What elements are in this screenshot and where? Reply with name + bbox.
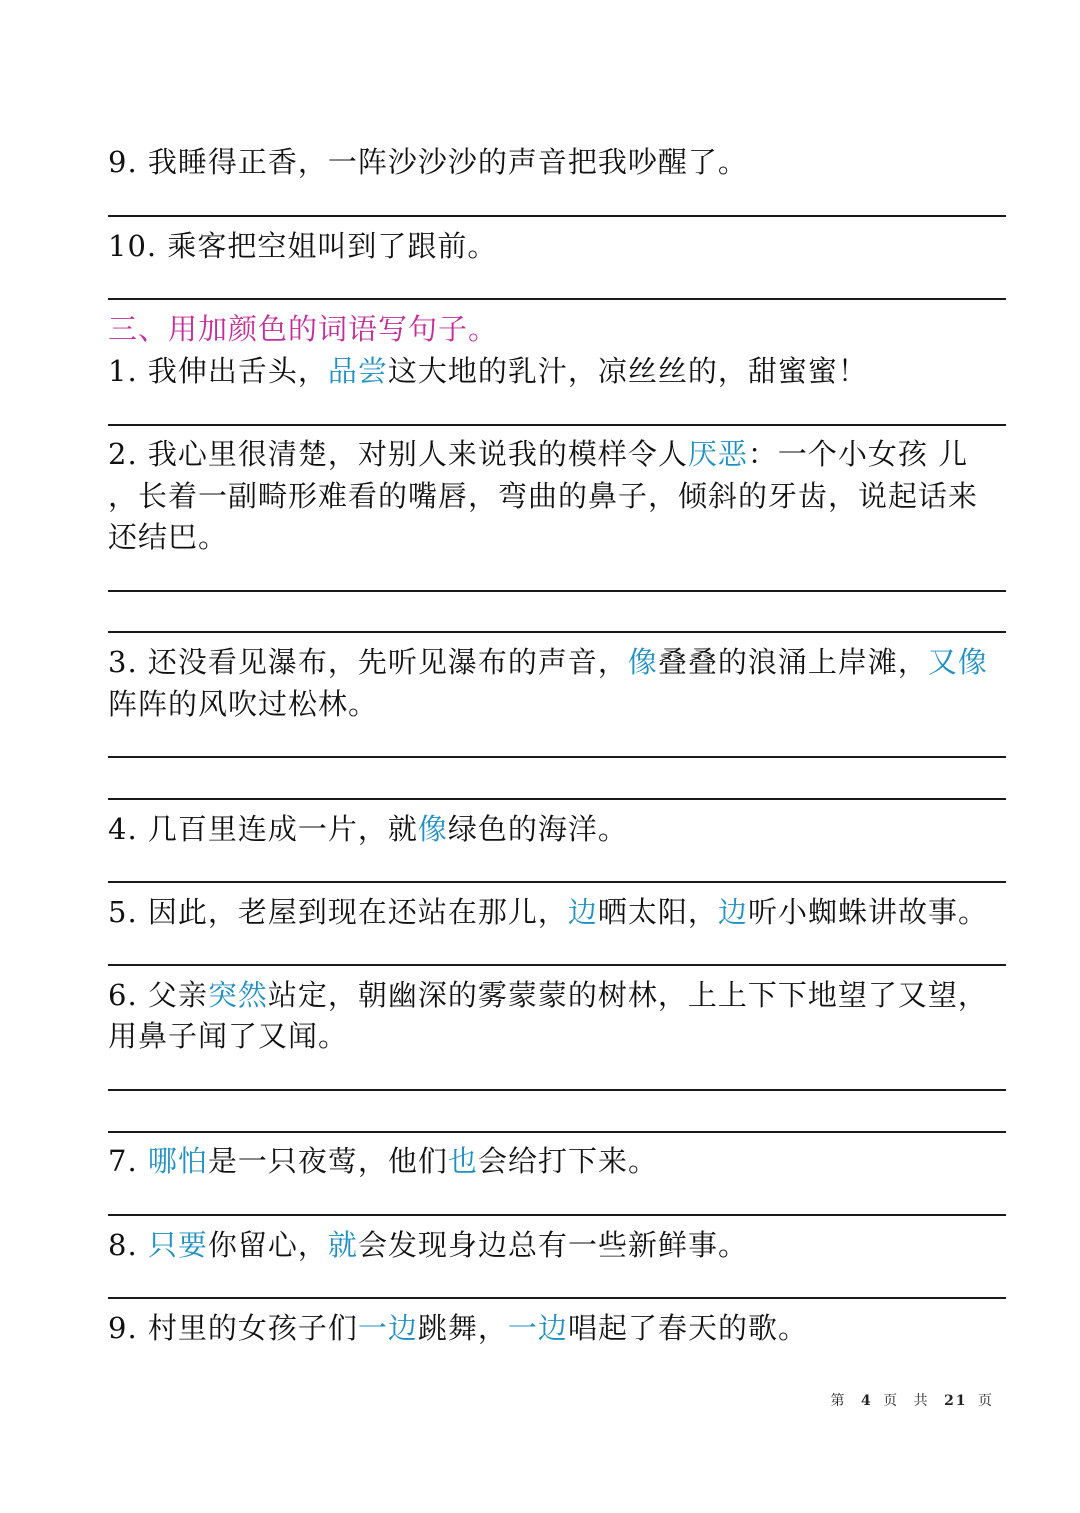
answer-line — [108, 298, 1006, 300]
sentence-text: 还结巴。 — [108, 520, 229, 554]
exercise-10-sentence — [108, 226, 1008, 266]
sentence-9 — [108, 1308, 1008, 1348]
sentence-text: 听小蜘蛛讲故事。 — [747, 895, 988, 929]
sentence-6-line-1 — [108, 975, 1008, 1015]
sentence-2-line-2 — [108, 476, 1008, 516]
highlighted-word: 一边 — [507, 1311, 568, 1345]
answer-line — [108, 1297, 1006, 1299]
highlighted-word: 也 — [447, 1144, 478, 1178]
sentence-text: 5. 因此，老屋到现在还站在那儿， — [108, 895, 568, 929]
answer-line — [108, 1214, 1006, 1216]
exercise-9-sentence — [108, 142, 1008, 182]
sentence-text: 6. 父亲 — [108, 978, 208, 1012]
highlighted-word: 又像 — [927, 645, 988, 679]
answer-line — [108, 590, 1006, 592]
sentence-8 — [108, 1225, 1008, 1265]
total-pages-number: 21 — [944, 1393, 968, 1409]
answer-line — [108, 1089, 1006, 1091]
sentence-text: 8. — [108, 1228, 148, 1262]
sentence-text: 用鼻子闻了又闻。 — [108, 1019, 349, 1053]
answer-line — [108, 756, 1006, 758]
sentence-3-line-1 — [108, 642, 1008, 682]
footer-suffix: 页 — [978, 1393, 998, 1409]
highlighted-word: 边 — [717, 895, 748, 929]
sentence-text: 9. 我睡得正香，一阵沙沙沙的声音把我吵醒了。 — [108, 145, 748, 179]
sentence-text: 站定，朝幽深的雾蒙蒙的树林，上上下下地望了又望， — [267, 978, 988, 1012]
sentence-text: 叠叠的浪涌上岸滩， — [657, 645, 928, 679]
sentence-text: 10. 乘客把空姐叫到了跟前。 — [108, 229, 498, 263]
highlighted-word: 哪怕 — [147, 1144, 208, 1178]
sentence-text: 4. 几百里连成一片，就 — [108, 812, 418, 846]
sentence-6-line-2 — [108, 1016, 1008, 1056]
sentence-text: ，长着一副畸形难看的嘴唇，弯曲的鼻子，倾斜的牙齿，说起话来 — [108, 479, 979, 513]
sentence-text: 7. — [108, 1144, 148, 1178]
sentence-text: 3. 还没看见瀑布，先听见瀑布的声音， — [108, 645, 628, 679]
sentence-1 — [108, 351, 1008, 391]
sentence-text: 晒太阳， — [597, 895, 718, 929]
highlighted-word: 像 — [417, 812, 448, 846]
highlighted-word: 像 — [627, 645, 658, 679]
sentence-text: 你留心， — [207, 1228, 328, 1262]
answer-line — [108, 1131, 1006, 1133]
sentence-3-line-2 — [108, 684, 1008, 724]
highlighted-word: 只要 — [147, 1228, 208, 1262]
sentence-text: 三、用加颜色的词语写句子。 — [108, 312, 499, 346]
sentence-5 — [108, 892, 1008, 932]
answer-line — [108, 964, 1006, 966]
section-3-heading — [108, 309, 1008, 349]
sentence-text: 唱起了春天的歌。 — [567, 1311, 808, 1345]
sentence-2-line-1 — [108, 434, 1008, 474]
sentence-text: 9. 村里的女孩子们 — [108, 1311, 358, 1345]
sentence-4 — [108, 809, 1008, 849]
current-page-number: 4 — [860, 1393, 873, 1409]
footer-mid: 页 共 — [883, 1393, 934, 1409]
highlighted-word: 品尝 — [327, 354, 388, 388]
sentence-text: 会给打下来。 — [477, 1144, 658, 1178]
answer-line — [108, 424, 1006, 426]
sentence-text: 跳舞， — [417, 1311, 508, 1345]
highlighted-word: 突然 — [207, 978, 268, 1012]
answer-line — [108, 798, 1006, 800]
sentence-text: 2. 我心里很清楚，对别人来说我的模样令人 — [108, 437, 688, 471]
sentence-text: 这大地的乳汁，凉丝丝的，甜蜜蜜！ — [387, 354, 868, 388]
sentence-text: 阵阵的风吹过松林。 — [108, 687, 379, 721]
highlighted-word: 边 — [567, 895, 598, 929]
answer-line — [108, 881, 1006, 883]
highlighted-word: 厌恶 — [687, 437, 748, 471]
answer-line — [108, 215, 1006, 217]
sentence-text: ：一个小女孩 儿 — [747, 437, 969, 471]
sentence-text: 1. 我伸出舌头， — [108, 354, 328, 388]
sentence-2-line-3 — [108, 517, 1008, 557]
page-footer — [831, 1390, 999, 1410]
answer-line — [108, 631, 1006, 633]
sentence-text: 绿色的海洋。 — [447, 812, 628, 846]
sentence-text: 会发现身边总有一些新鲜事。 — [357, 1228, 748, 1262]
footer-prefix: 第 — [830, 1393, 851, 1409]
highlighted-word: 就 — [327, 1228, 358, 1262]
sentence-text: 是一只夜莺，他们 — [207, 1144, 448, 1178]
sentence-7 — [108, 1141, 1008, 1181]
highlighted-word: 一边 — [357, 1311, 418, 1345]
